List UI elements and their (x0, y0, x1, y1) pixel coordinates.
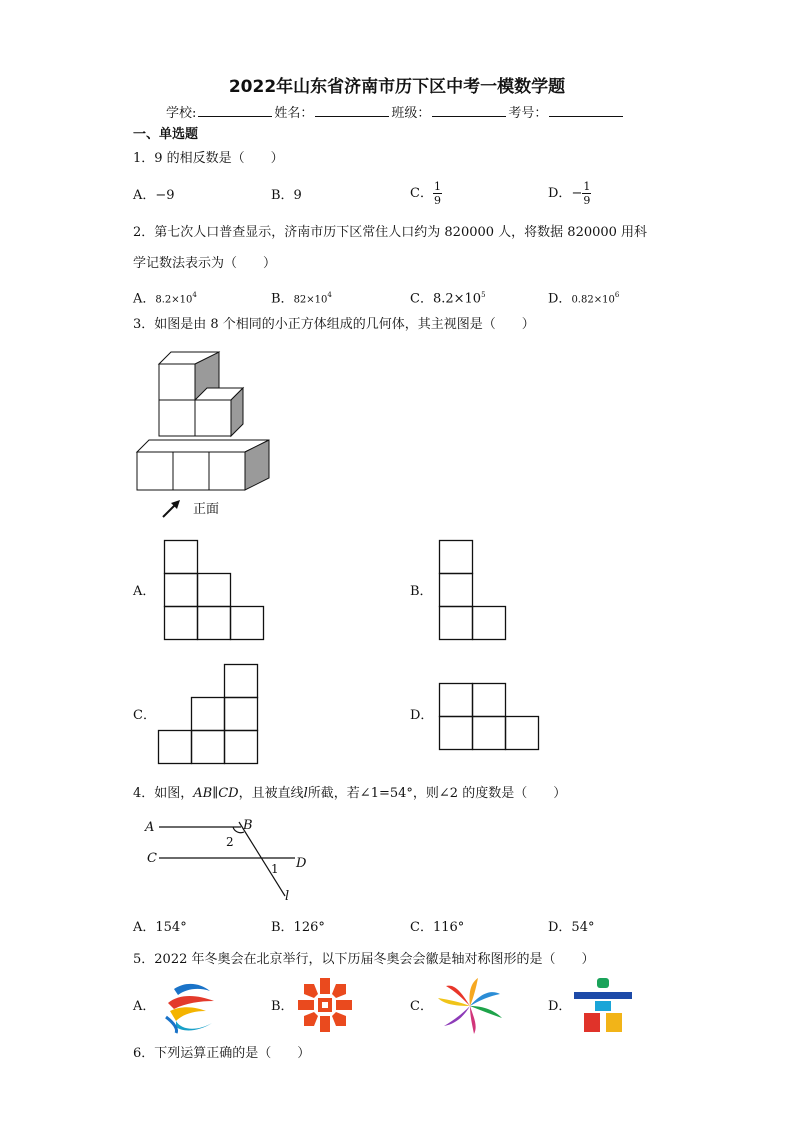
q1-option-b: B．9 (271, 188, 302, 203)
label-l: l (285, 889, 290, 904)
q1-option-a: A．−9 (133, 188, 175, 203)
name-label: 姓名： (274, 106, 314, 121)
q4-option-b: B．126° (271, 920, 325, 935)
petal-emblem-icon (434, 976, 506, 1036)
class-blank (432, 104, 506, 117)
q5-option-c-label: C． (410, 999, 433, 1014)
q5-option-b-label: B． (271, 999, 294, 1014)
q3-option-a-figure (164, 540, 266, 641)
q2-option-a: A．$8.2\times 10^4$ (133, 291, 197, 307)
q3-option-a-label: A． (133, 584, 156, 599)
name-blank (315, 104, 389, 117)
q6-stem: 6．下列运算正确的是（ ） (133, 1046, 311, 1061)
q3-option-b-figure (439, 540, 509, 641)
q3-option-d-figure (439, 683, 541, 751)
snowflake-emblem-icon (296, 976, 354, 1034)
q3-cube-figure (135, 348, 275, 496)
school-blank (198, 104, 272, 117)
beijing-2022-emblem-icon (160, 977, 220, 1035)
front-label: 正面 (193, 502, 220, 517)
student-info-line (166, 104, 625, 122)
angle-1-label: 1 (271, 862, 279, 876)
q5-option-d-label: D． (548, 999, 572, 1014)
q4-option-a: A．154° (133, 920, 187, 935)
q3-stem: 3．如图是由 8 个相同的小正方体组成的几何体，其主视图是（ ） (133, 317, 535, 332)
q2-option-c: C．$8.2\times 10^5$ (410, 291, 486, 307)
label-A: A (145, 820, 155, 835)
q2-stem-line1: 2．第七次人口普查显示，济南市历下区常住人口约为 820000 人，将数据 820000 用科 (133, 225, 648, 240)
q5-stem: 5．2022 年冬奥会在北京举行，以下历届冬奥会会徽是轴对称图形的是（ ） (133, 952, 595, 967)
inukshuk-emblem-icon (572, 976, 634, 1034)
fraction: $\frac{1}{9}$ (433, 180, 441, 207)
q4-stem: 4．如图，AB∥CD，且被直线l所截，若∠1=54°，则∠2 的度数是（ ） (133, 786, 567, 801)
q3-option-d-label: D． (410, 708, 434, 723)
q1-option-c: C． $\frac{1}{9}$ (410, 180, 441, 207)
front-arrow-icon (160, 498, 184, 520)
q1-stem: 1．9 的相反数是（ ） (133, 151, 284, 166)
q2-option-d: D．$0.82\times 10^6$ (548, 291, 620, 307)
q5-option-a-label: A． (133, 999, 156, 1014)
label-C: C (147, 851, 157, 866)
q3-option-c-label: C． (133, 708, 156, 723)
q4-parallel-lines-figure (145, 816, 315, 908)
exam-no-label: 考号： (508, 106, 548, 121)
label-B: B (243, 818, 253, 833)
exam-no-blank (549, 104, 623, 117)
label-D: D (296, 856, 307, 871)
page-title: 2022年山东省济南市历下区中考一模数学题 (228, 77, 566, 97)
q2-option-b: B．$82\times 10^4$ (271, 291, 332, 307)
q2-stem-line2: 学记数法表示为（ ） (133, 256, 277, 271)
q3-option-c-figure (158, 664, 260, 765)
q3-option-b-label: B． (410, 584, 433, 599)
q4-option-c: C．116° (410, 920, 465, 935)
school-label: 学校: (166, 106, 197, 121)
class-label: 班级： (391, 106, 431, 121)
section-heading: 一、单选题 (133, 127, 199, 142)
fraction: $\frac{1}{9}$ (583, 180, 591, 207)
q4-option-d: D．54° (548, 920, 595, 935)
q1-option-d: D．− $\frac{1}{9}$ (548, 180, 591, 207)
angle-2-label: 2 (226, 835, 234, 849)
